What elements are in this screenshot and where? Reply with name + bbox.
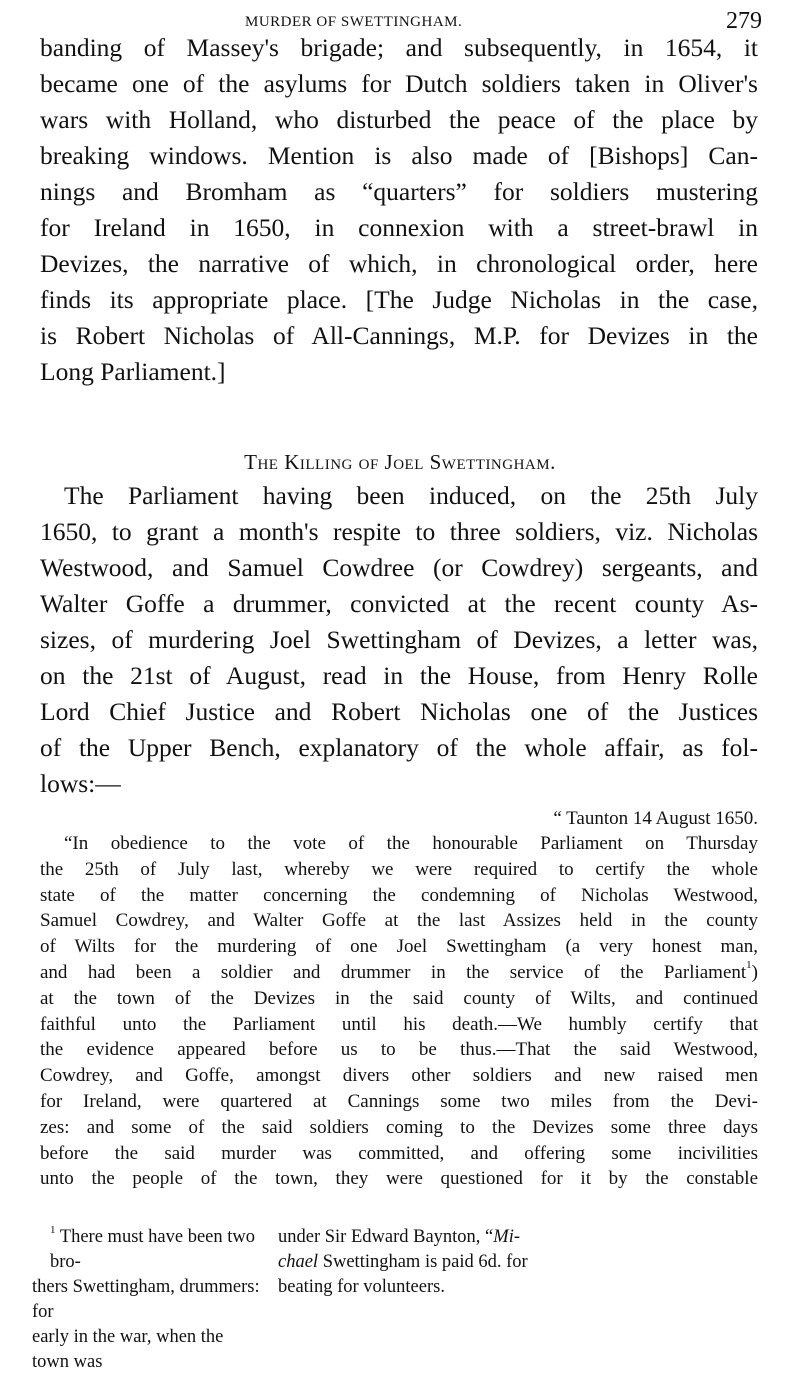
text-line: at the town of the Devizes in the said county of Wilts, and continued (40, 987, 758, 1009)
footnote-text: Swettingham is paid 6d. for (318, 1252, 528, 1272)
text-line: finds its appropriate place. [The Judge Nicholas in the case, (40, 285, 758, 314)
text-line: for Ireland, were quartered at Cannings some two miles from the Devi- (40, 1090, 758, 1112)
footnote-right-column (278, 1225, 760, 1300)
running-title: MURDER OF SWETTINGHAM. (245, 14, 463, 30)
text-line: Samuel Cowdrey, and Walter Goffe at the last Assizes held in the county (40, 910, 758, 932)
footnote-text: There must have been two bro- (50, 1227, 256, 1272)
page-number: 279 (726, 8, 762, 34)
text-line: Cowdrey, and Goffe, amongst divers other soldiers and new raised men (40, 1065, 758, 1087)
footnote-text: under Sir Edward Baynton, “ (278, 1227, 494, 1247)
footnote-left-column (32, 1225, 264, 1375)
footnote-line: beating for volunteers. (278, 1277, 445, 1297)
text-line: of Wilts for the murdering of one Joel Swettingham (a very honest man, (40, 936, 758, 958)
text-line: lows:— (40, 769, 121, 798)
text-line: the 25th of July last, whereby we were required to certify the whole (40, 858, 758, 880)
text-line: the evidence appeared before us to be thus.—That the said Westwood, (40, 1039, 758, 1061)
text-line: on the 21st of August, read in the House, from Henry Rolle (40, 661, 758, 690)
text-line: Lord Chief Justice and Robert Nicholas one of the Justices (40, 697, 758, 726)
footnote-line (278, 1250, 760, 1275)
paragraph-2 (40, 478, 758, 802)
text-line (40, 960, 758, 986)
section-heading: The Killing of Joel Swettingham. (244, 450, 556, 474)
paragraph-1 (40, 30, 758, 390)
text-line: faithful unto the Parliament until his death.—We humbly certify that (40, 1013, 758, 1035)
footnote-line: thers Swettingham, drummers: for (32, 1277, 260, 1322)
text-line: zes: and some of the said soldiers coming to the Devizes some three days (40, 1116, 758, 1138)
footnote-marker: 1 (50, 1224, 56, 1236)
text-line: nings and Bromham as “quarters” for soldiers mustering (40, 177, 758, 206)
closing-paren: ) (751, 961, 758, 983)
text-line: unto the people of the town, they were questioned for it by the constable (40, 1168, 758, 1190)
text-line: before the said murder was committed, and offering some incivilities (40, 1142, 758, 1164)
text-line-content: and had been a soldier and drummer in the service of the Parliament (40, 961, 747, 983)
text-line: Devizes, the narrative of which, in chronological order, here (40, 249, 758, 278)
text-line: wars with Holland, who disturbed the peace of the place by (40, 105, 758, 134)
footnote-reference[interactable]: 1 (746, 958, 752, 971)
text-line: banding of Massey's brigade; and subsequently, in 1654, it (40, 33, 758, 62)
footnote-line (32, 1225, 264, 1275)
text-line: state of the matter concerning the condemning of Nicholas Westwood, (40, 884, 758, 906)
footnote-italic: chael (278, 1252, 319, 1272)
text-line: of the Upper Bench, explanatory of the whole affair, as fol- (40, 733, 758, 762)
text-line: sizes, of murdering Joel Swettingham of Devizes, a letter was, (40, 625, 758, 654)
letter-dateline: “ Taunton 14 August 1650. (553, 808, 758, 829)
text-line: 1650, to grant a month's respite to three soldiers, viz. Nicholas (40, 517, 758, 546)
text-line: Long Parliament.] (40, 357, 226, 386)
text-line: “In obedience to the vote of the honourable Parliament on Thursday (64, 833, 758, 854)
text-line: Westwood, and Samuel Cowdree (or Cowdrey) sergeants, and (40, 553, 758, 582)
text-line: breaking windows. Mention is also made of [Bishops] Can- (40, 141, 758, 170)
text-line: The Parliament having been induced, on the 25th July (64, 481, 758, 510)
text-line: became one of the asylums for Dutch soldiers taken in Oliver's (40, 69, 758, 98)
letter-body (40, 831, 758, 1192)
text-line: for Ireland in 1650, in connexion with a street-brawl in (40, 213, 758, 242)
footnote-line: early in the war, when the town was (32, 1327, 224, 1372)
text-line: Walter Goffe a drummer, convicted at the recent county As- (40, 589, 758, 618)
footnote-line (278, 1225, 760, 1250)
text-line: is Robert Nicholas of All-Cannings, M.P. for Devizes in the (40, 321, 758, 350)
footnote-italic: Mi- (493, 1227, 520, 1247)
